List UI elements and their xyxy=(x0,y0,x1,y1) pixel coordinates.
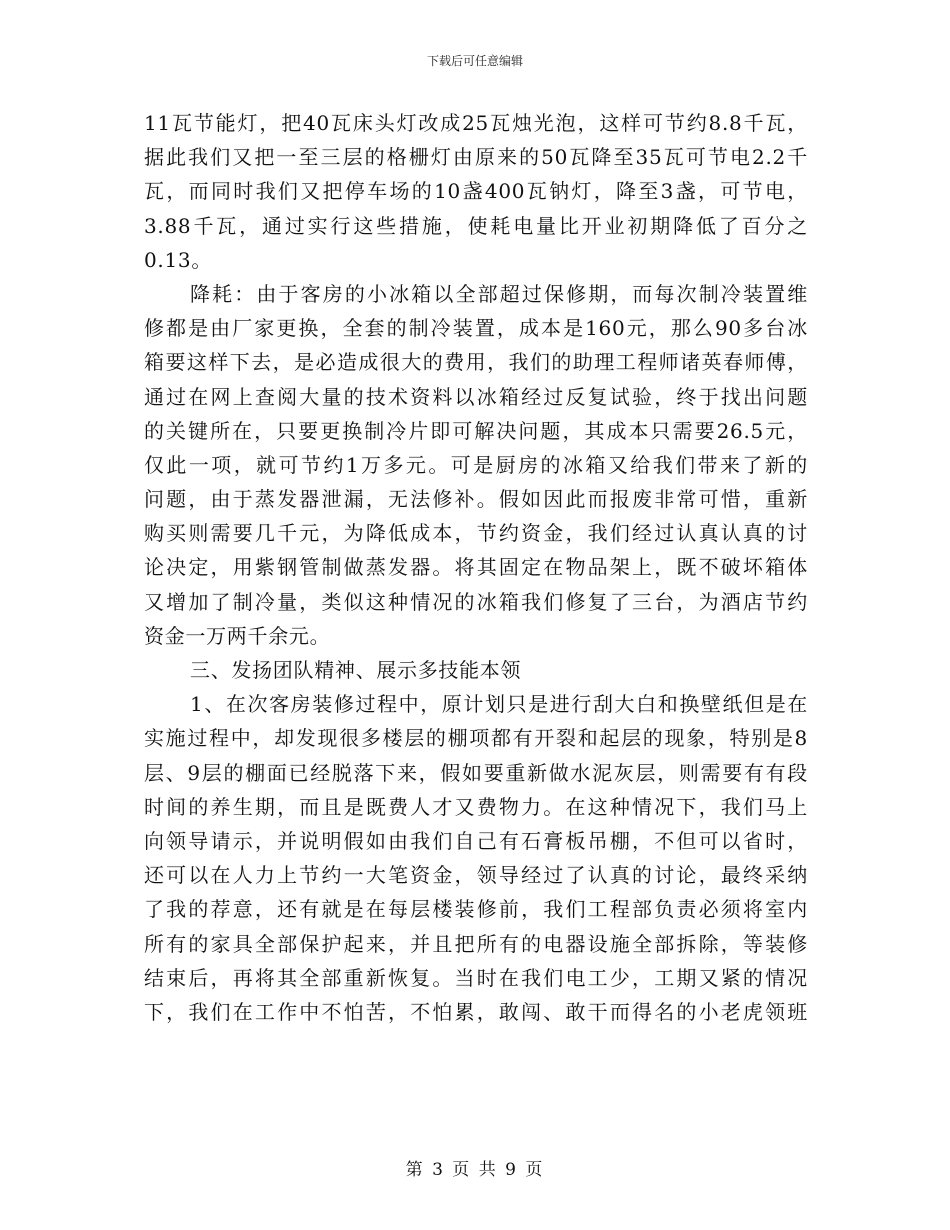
page-header: 下载后可任意编辑 xyxy=(426,54,523,68)
text-line: 结束后，再将其全部重新恢复。当时在我们电工少，工期又紧的情况 xyxy=(144,965,808,990)
text-line: 11瓦节能灯，把40瓦床头灯改成25瓦烛光泡，这样可节约8.8千瓦， xyxy=(144,111,808,135)
text-line: 又增加了制冷量，类似这种情况的冰箱我们修复了三台，为酒店节约 xyxy=(144,589,808,614)
text-line: 下，我们在工作中不怕苦，不怕累，敢闯、敢干而得名的小老虎领班 xyxy=(144,999,808,1024)
text-line: 资金一万两千余元。 xyxy=(144,623,331,648)
text-line: 仅此一项，就可节约1万多元。可是厨房的冰箱又给我们带来了新的 xyxy=(144,452,808,477)
text-line: 还可以在人力上节约一大笔资金，领导经过了认真的讨论，最终采纳 xyxy=(144,863,808,888)
text-line: 所有的家具全部保护起来，并且把所有的电器设施全部拆除，等装修 xyxy=(144,931,808,956)
text-line: 0.13。 xyxy=(144,247,213,272)
text-line: 的关键所在，只要更换制冷片即可解决问题，其成本只需要26.5元， xyxy=(144,418,808,443)
document-body xyxy=(144,106,808,1029)
text-line: 通过在网上查阅大量的技术资料以冰箱经过反复试验，终于找出问题 xyxy=(144,384,808,409)
text-line: 箱要这样下去，是必造成很大的费用，我们的助理工程师诸英春师傅， xyxy=(144,350,808,375)
text-line: 三、发扬团队精神、展示多技能本领 xyxy=(190,658,522,682)
text-line: 实施过程中，却发现很多楼层的棚项都有开裂和起层的现象，特别是8 xyxy=(144,726,808,751)
text-line: 1、在次客房装修过程中，原计划只是进行刮大白和换壁纸但是在 xyxy=(190,692,808,717)
text-line: 修都是由厂家更换，全套的制冷装置，成本是160元，那么90多台冰 xyxy=(144,316,808,341)
page-footer: 第 3 页 共 9 页 xyxy=(405,1160,545,1180)
text-line: 3.88千瓦，通过实行这些措施，使耗电量比开业初期降低了百分之 xyxy=(144,213,808,238)
text-line: 了我的荐意，还有就是在每层楼装修前，我们工程部负责必须将室内 xyxy=(144,897,808,922)
text-line: 论决定，用紫钢管制做蒸发器。将其固定在物品架上，既不破坏箱体 xyxy=(144,555,808,580)
text-line: 瓦，而同时我们又把停车场的10盏400瓦钠灯，降至3盏，可节电， xyxy=(144,179,808,204)
text-line: 据此我们又把一至三层的格栅灯由原来的50瓦降至35瓦可节电2.2千 xyxy=(144,145,808,170)
text-line: 问题，由于蒸发器泄漏，无法修补。假如因此而报废非常可惜，重新 xyxy=(144,487,808,512)
text-line: 购买则需要几千元，为降低成本，节约资金，我们经过认真认真的讨 xyxy=(144,521,808,546)
text-line: 时间的养生期，而且是既费人才又费物力。在这种情况下，我们马上 xyxy=(144,794,808,819)
text-line: 向领导请示，并说明假如由我们自己有石膏板吊棚，不但可以省时， xyxy=(144,828,808,853)
text-line: 降耗：由于客房的小冰箱以全部超过保修期，而每次制冷装置维 xyxy=(190,281,808,306)
text-line: 层、9层的棚面已经脱落下来，假如要重新做水泥灰层，则需要有有段 xyxy=(144,760,808,785)
